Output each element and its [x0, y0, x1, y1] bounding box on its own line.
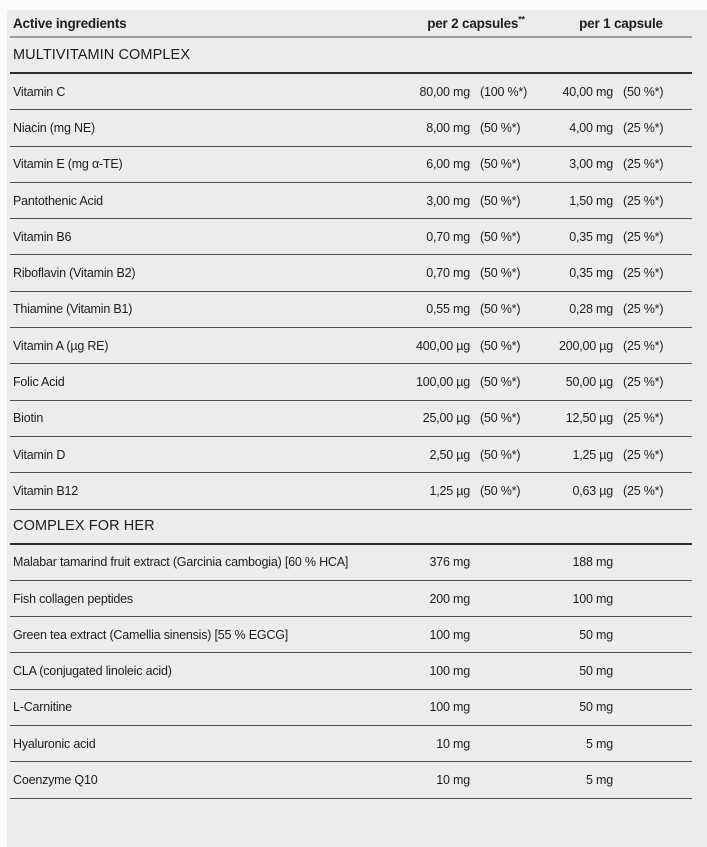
- amount-per-1-capsule: 3,00 mg: [569, 157, 613, 172]
- amount-per-2-capsules: 6,00 mg: [426, 157, 470, 172]
- ingredient-row: [10, 726, 692, 762]
- amount-per-1-capsule: 50 mg: [579, 627, 613, 642]
- amount-per-2-capsules: 400,00 µg: [415, 338, 470, 353]
- percent-per-1-capsule: (25 %*): [623, 483, 664, 498]
- amount-per-1-capsule: 1,25 µg: [572, 447, 613, 462]
- footnote-marker: **: [518, 14, 525, 24]
- amount-per-2-capsules: 100 mg: [429, 700, 470, 715]
- ingredient-row: [10, 690, 692, 726]
- amount-per-2-capsules: 3,00 mg: [426, 193, 470, 208]
- ingredient-row: [10, 74, 692, 110]
- section-title-multivitamin-complex: MULTIVITAMIN COMPLEX: [10, 38, 692, 74]
- ingredient-row: [10, 147, 692, 183]
- ingredient-name: Pantothenic Acid: [13, 193, 103, 208]
- amount-per-1-capsule: 4,00 mg: [569, 120, 613, 135]
- percent-per-2-capsules: (50 %*): [480, 483, 521, 498]
- ingredient-name: Vitamin B12: [13, 483, 78, 498]
- amount-per-2-capsules: 376 mg: [429, 555, 470, 570]
- amount-per-1-capsule: 5 mg: [586, 736, 613, 751]
- amount-per-2-capsules: 0,70 mg: [426, 266, 470, 281]
- percent-per-2-capsules: (50 %*): [480, 157, 521, 172]
- ingredient-name: Thiamine (Vitamin B1): [13, 302, 133, 317]
- amount-per-1-capsule: 50 mg: [579, 664, 613, 679]
- amount-per-1-capsule: 0,35 mg: [569, 229, 613, 244]
- ingredient-name: Vitamin C: [13, 84, 66, 99]
- ingredient-name: Vitamin A (µg RE): [13, 338, 109, 353]
- amount-per-2-capsules: 80,00 mg: [419, 84, 470, 99]
- ingredient-name: Riboflavin (Vitamin B2): [13, 266, 136, 281]
- percent-per-2-capsules: (50 %*): [480, 120, 521, 135]
- amount-per-2-capsules: 2,50 µg: [429, 447, 470, 462]
- ingredient-row: [10, 364, 692, 400]
- percent-per-1-capsule: (50 %*): [623, 84, 664, 99]
- ingredient-name: Vitamin E (mg α-TE): [13, 157, 123, 172]
- amount-per-1-capsule: 200,00 µg: [558, 338, 613, 353]
- percent-per-2-capsules: (50 %*): [480, 266, 521, 281]
- amount-per-1-capsule: 0,35 mg: [569, 266, 613, 281]
- percent-per-2-capsules: (50 %*): [480, 375, 521, 390]
- amount-per-1-capsule: 1,50 mg: [569, 193, 613, 208]
- ingredient-row: [10, 545, 692, 581]
- percent-per-1-capsule: (25 %*): [623, 229, 664, 244]
- ingredient-name: Coenzyme Q10: [13, 772, 98, 787]
- percent-per-2-capsules: (50 %*): [480, 338, 521, 353]
- ingredient-row: [10, 581, 692, 617]
- column-header-per-2-capsules-label: per 2 capsules: [427, 15, 519, 31]
- percent-per-2-capsules: (50 %*): [480, 411, 521, 426]
- percent-per-1-capsule: (25 %*): [623, 193, 664, 208]
- amount-per-2-capsules: 100 mg: [429, 627, 470, 642]
- amount-per-2-capsules: 0,55 mg: [426, 302, 470, 317]
- percent-per-1-capsule: (25 %*): [623, 338, 664, 353]
- percent-per-1-capsule: (25 %*): [623, 375, 664, 390]
- amount-per-2-capsules: 10 mg: [436, 772, 470, 787]
- ingredient-name: Vitamin B6: [13, 229, 72, 244]
- ingredient-row: [10, 401, 692, 437]
- percent-per-2-capsules: (50 %*): [480, 229, 521, 244]
- amount-per-1-capsule: 188 mg: [572, 555, 613, 570]
- ingredient-row: [10, 110, 692, 146]
- amount-per-1-capsule: 12,50 µg: [565, 411, 613, 426]
- amount-per-1-capsule: 40,00 mg: [562, 84, 613, 99]
- percent-per-1-capsule: (25 %*): [623, 120, 664, 135]
- amount-per-1-capsule: 50,00 µg: [565, 375, 613, 390]
- ingredient-name: L-Carnitine: [13, 700, 72, 715]
- ingredient-name: Folic Acid: [13, 375, 65, 390]
- ingredient-name: Niacin (mg NE): [13, 120, 95, 135]
- amount-per-1-capsule: 50 mg: [579, 700, 613, 715]
- column-header-per-1-capsule: per 1 capsule: [579, 15, 663, 31]
- ingredient-name: Green tea extract (Camellia sinensis) [55 % EGCG]: [13, 627, 289, 642]
- ingredient-row: [10, 183, 692, 219]
- ingredient-row: [10, 762, 692, 798]
- ingredient-row: [10, 437, 692, 473]
- amount-per-2-capsules: 100 mg: [429, 664, 470, 679]
- ingredient-row: [10, 617, 692, 653]
- amount-per-2-capsules: 100,00 µg: [415, 375, 470, 390]
- ingredient-row: [10, 255, 692, 291]
- amount-per-2-capsules: 10 mg: [436, 736, 470, 751]
- percent-per-1-capsule: (25 %*): [623, 266, 664, 281]
- ingredient-row: [10, 219, 692, 255]
- percent-per-2-capsules: (50 %*): [480, 447, 521, 462]
- active-ingredients-table: [7, 10, 707, 847]
- ingredient-name: Malabar tamarind fruit extract (Garcinia cambogia) [60 % HCA]: [13, 555, 349, 570]
- ingredient-row: [10, 653, 692, 689]
- ingredient-name: Biotin: [13, 411, 44, 426]
- amount-per-1-capsule: 0,63 µg: [572, 483, 613, 498]
- percent-per-1-capsule: (25 %*): [623, 302, 664, 317]
- amount-per-1-capsule: 5 mg: [586, 772, 613, 787]
- amount-per-2-capsules: 200 mg: [429, 591, 470, 606]
- section-title-complex-for-her: COMPLEX FOR HER: [10, 510, 692, 545]
- ingredient-row: [10, 473, 692, 509]
- ingredient-name: CLA (conjugated linoleic acid): [13, 664, 172, 679]
- amount-per-1-capsule: 100 mg: [572, 591, 613, 606]
- percent-per-1-capsule: (25 %*): [623, 447, 664, 462]
- percent-per-1-capsule: (25 %*): [623, 157, 664, 172]
- amount-per-2-capsules: 0,70 mg: [426, 229, 470, 244]
- column-header-per-2-capsules: [380, 16, 529, 31]
- ingredient-row: [10, 292, 692, 328]
- table-header-row: [10, 10, 692, 38]
- amount-per-2-capsules: 8,00 mg: [426, 120, 470, 135]
- amount-per-2-capsules: 25,00 µg: [422, 411, 470, 426]
- ingredient-name: Vitamin D: [13, 447, 66, 462]
- table-title: Active ingredients: [13, 15, 127, 31]
- percent-per-1-capsule: (25 %*): [623, 411, 664, 426]
- amount-per-1-capsule: 0,28 mg: [569, 302, 613, 317]
- ingredient-row: [10, 328, 692, 364]
- ingredient-name: Hyaluronic acid: [13, 736, 96, 751]
- percent-per-2-capsules: (50 %*): [480, 193, 521, 208]
- percent-per-2-capsules: (100 %*): [480, 84, 528, 99]
- amount-per-2-capsules: 1,25 µg: [429, 483, 470, 498]
- ingredient-name: Fish collagen peptides: [13, 591, 133, 606]
- percent-per-2-capsules: (50 %*): [480, 302, 521, 317]
